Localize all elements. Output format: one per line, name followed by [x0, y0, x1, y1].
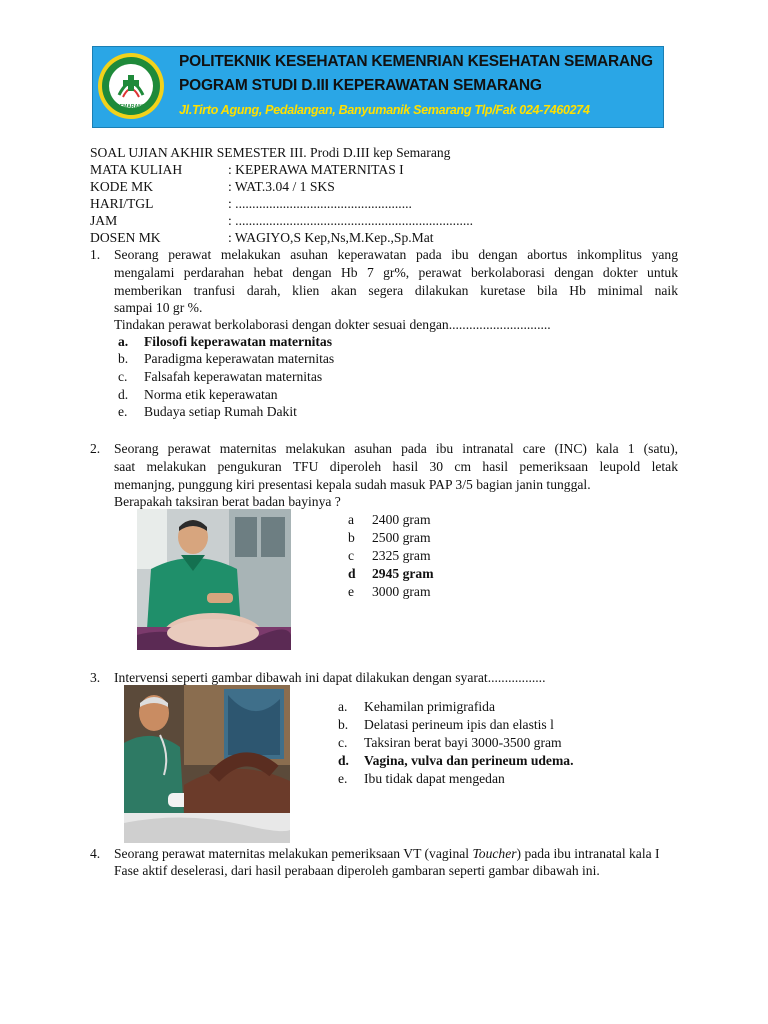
question-4-number: 4.	[90, 846, 101, 861]
field-value-hari-tgl: : ....................................................	[228, 196, 412, 211]
q3-option-letter: b.	[338, 717, 349, 732]
q3-option-text: Vagina, vulva dan perineum udema.	[364, 753, 574, 768]
question-1-line: sampai 10 gr %.	[114, 300, 203, 315]
q3-option-text: Taksiran berat bayi 3000-3500 gram	[364, 735, 562, 750]
question-2-number: 2.	[90, 441, 101, 456]
question-1-number: 1.	[90, 247, 101, 262]
field-key-hari-tgl: HARI/TGL	[90, 196, 154, 211]
program-name: POGRAM STUDI D.III KEPERAWATAN SEMARANG	[179, 77, 542, 94]
q2-option-letter: e	[348, 584, 355, 599]
question-2-prompt: Berapakah taksiran berat badan bayinya ?	[114, 494, 341, 509]
q1-option-text: Norma etik keperawatan	[144, 387, 278, 402]
q1-option-letter: c.	[118, 369, 128, 384]
field-value-jam: : ......................................................................	[228, 213, 474, 228]
q2-option-letter: d	[348, 566, 356, 581]
q2-option-text: 2945 gram	[372, 566, 434, 581]
header-banner	[92, 46, 664, 128]
q1-option-text: Falsafah keperawatan maternitas	[144, 369, 323, 384]
institution-logo	[97, 51, 165, 121]
q2-option-text: 3000 gram	[372, 584, 431, 599]
q3-option-text: Delatasi perineum ipis dan elastis l	[364, 717, 554, 732]
question-4-line: Seorang perawat maternitas melakukan pemeriksaan VT (vaginal Toucher) pada ibu intranatal kala I	[114, 846, 660, 861]
q1-option-text: Paradigma keperawatan maternitas	[144, 351, 335, 366]
field-key-jam: JAM	[90, 213, 118, 228]
field-key-kode-mk: KODE MK	[90, 179, 154, 194]
question-1-prompt: Tindakan perawat berkolaborasi dengan dokter sesuai dengan..............................	[114, 317, 551, 332]
question-1-line: Seorang perawat melakukan asuhan keperawatan pada ibu dengan abortus inkomplitus yang	[114, 247, 678, 262]
birth-assist-photo	[124, 685, 290, 843]
institution-address: Jl.Tirto Agung, Pedalangan, Banyumanik Semarang Tlp/Fak 024-7460274	[179, 103, 590, 117]
q3-option-text: Ibu tidak dapat mengedan	[364, 771, 505, 786]
q3-option-letter: d.	[338, 753, 349, 768]
q2-option-letter: c	[348, 548, 355, 563]
field-key-mata-kuliah: MATA KULIAH	[90, 162, 183, 177]
q2-option-text: 2400 gram	[372, 512, 431, 527]
question-3-number: 3.	[90, 670, 101, 685]
field-value-mata-kuliah: : KEPERAWA MATERNITAS I	[228, 162, 404, 177]
logo-caption: SEMARANG	[116, 104, 146, 110]
question-1-line: mengalami perdarahan hebat dengan Hb 7 gr%, perawat berkolaborasi dengan dokter untuk	[114, 265, 678, 280]
q2-option-text: 2325 gram	[372, 548, 431, 563]
field-key-dosen: DOSEN MK	[90, 230, 161, 245]
q3-option-text: Kehamilan primigrafida	[364, 699, 495, 714]
q1-option-letter: d.	[118, 387, 129, 402]
question-4-line: Fase aktif deselerasi, dari hasil perabaan diperoleh gambaran seperti gambar dibawah ini.	[114, 863, 600, 878]
q2-option-text: 2500 gram	[372, 530, 431, 545]
exam-title: SOAL UJIAN AKHIR SEMESTER III. Prodi D.III kep Semarang	[90, 145, 451, 160]
q1-option-letter: e.	[118, 404, 128, 419]
q3-option-letter: a.	[338, 699, 348, 714]
question-1-line: memberikan tranfusi darah, klien akan segera dilakukan kuretase bila Hb minimal naik	[114, 283, 678, 298]
q2-option-letter: a	[348, 512, 355, 527]
q1-option-letter: b.	[118, 351, 129, 366]
q3-option-letter: c.	[338, 735, 348, 750]
q1-option-text: Filosofi keperawatan maternitas	[144, 334, 333, 349]
q2-option-letter: b	[348, 530, 355, 545]
q1-option-text: Budaya setiap Rumah Dakit	[144, 404, 297, 419]
q3-option-letter: e.	[338, 771, 348, 786]
nurse-palpation-photo	[137, 509, 291, 650]
question-2-line: memanjng, punggung kiri presentasi kepala sudah masuk PAP 3/5 bagian janin tunggal.	[114, 477, 591, 492]
field-value-dosen: : WAGIYO,S Kep,Ns,M.Kep.,Sp.Mat	[228, 230, 434, 245]
institution-name: POLITEKNIK KESEHATAN KEMENRIAN KESEHATAN SEMARANG	[179, 53, 653, 70]
question-3-prompt: Intervensi seperti gambar dibawah ini dapat dilakukan dengan syarat.................	[114, 670, 546, 685]
question-2-line: saat melakukan pengukuran TFU diperoleh hasil 30 cm hasil pemeriksaan leupold letak	[114, 459, 678, 474]
q1-option-letter: a.	[118, 334, 129, 349]
question-2-line: Seorang perawat maternitas melakukan asuhan pada ibu intranatal care (INC) kala 1 (satu),	[114, 441, 678, 456]
field-value-kode-mk: : WAT.3.04 / 1 SKS	[228, 179, 335, 194]
